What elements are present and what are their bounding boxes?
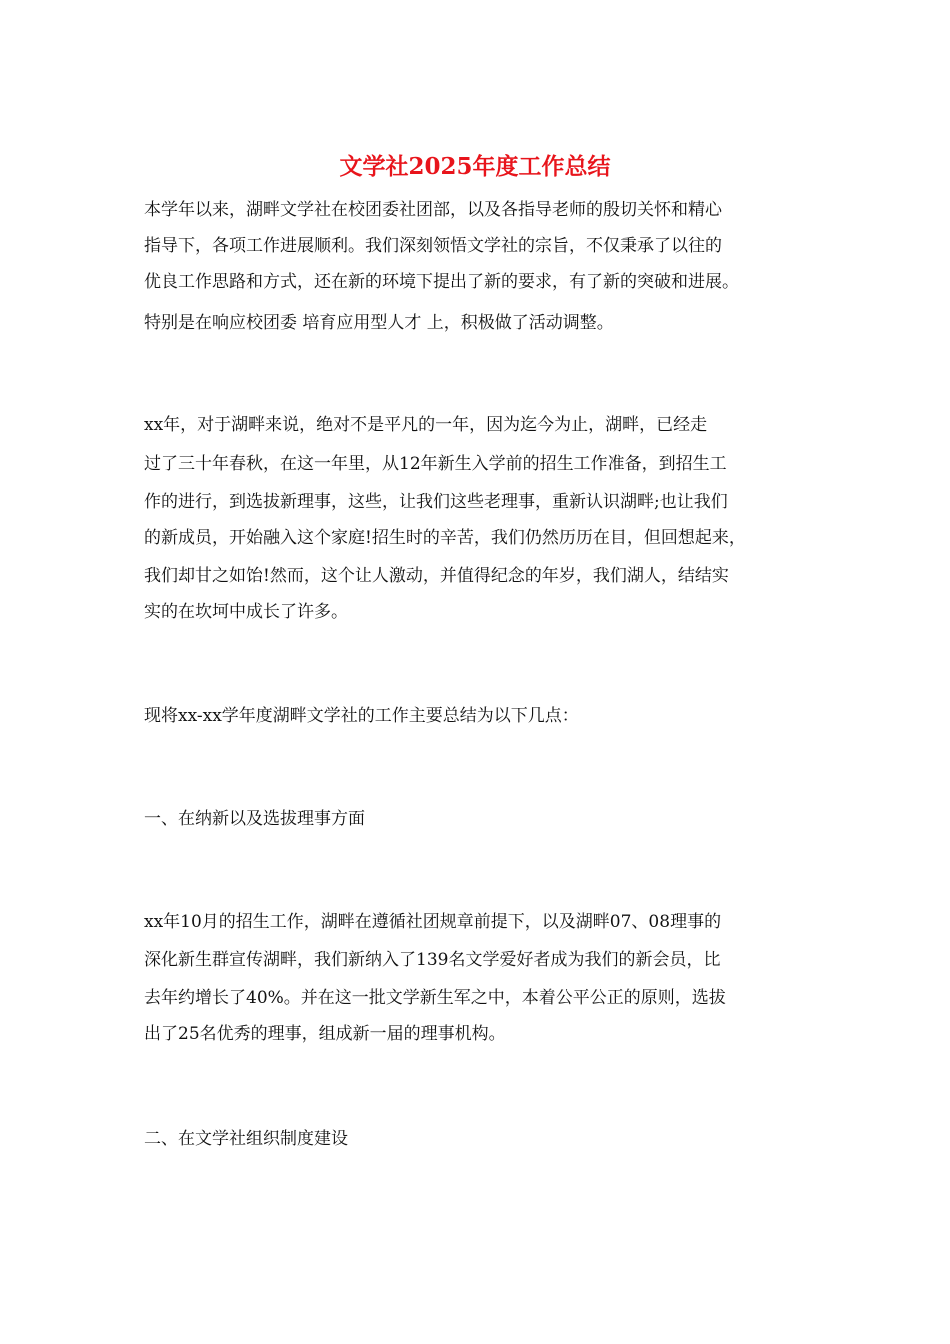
paragraph-2-line-6: 实的在坎坷中成长了许多。	[144, 602, 348, 622]
paragraph-5-line-3: 去年约增长了40%。并在这一批文学新生军之中，本着公平公正的原则，选拔	[144, 988, 726, 1008]
section-heading-1: 一、在纳新以及选拔理事方面	[144, 809, 365, 829]
paragraph-1-line-4: 特别是在响应校团委 培育应用型人才 上，积极做了活动调整。	[144, 313, 614, 333]
paragraph-2-line-3: 作的进行，到选拔新理事，这些，让我们这些老理事，重新认识湖畔;也让我们	[144, 492, 728, 512]
document-title: 文学社2025年度工作总结	[339, 153, 611, 180]
paragraph-3-line-1: 现将xx-xx学年度湖畔文学社的工作主要总结为以下几点：	[144, 706, 579, 726]
paragraph-2-line-4: 的新成员，开始融入这个家庭!招生时的辛苦，我们仍然历历在目，但回想起来，	[144, 528, 746, 548]
paragraph-2-line-1: xx年，对于湖畔来说，绝对不是平凡的一年，因为迄今为止，湖畔，已经走	[144, 415, 708, 435]
paragraph-2-line-5: 我们却甘之如饴!然而，这个让人激动，并值得纪念的年岁，我们湖人，结结实	[144, 566, 729, 586]
paragraph-5-line-1: xx年10月的招生工作，湖畔在遵循社团规章前提下，以及湖畔07、08理事的	[144, 912, 722, 932]
paragraph-1-line-1: 本学年以来，湖畔文学社在校团委社团部，以及各指导老师的殷切关怀和精心	[144, 200, 722, 220]
paragraph-2-line-2: 过了三十年春秋，在这一年里，从12年新生入学前的招生工作准备，到招生工	[144, 454, 727, 474]
section-heading-2: 二、在文学社组织制度建设	[144, 1129, 348, 1149]
paragraph-1-line-2: 指导下，各项工作进展顺利。我们深刻领悟文学社的宗旨，不仅秉承了以往的	[144, 236, 722, 256]
paragraph-5-line-4: 出了25名优秀的理事，组成新一届的理事机构。	[144, 1024, 506, 1044]
paragraph-1-line-3: 优良工作思路和方式，还在新的环境下提出了新的要求，有了新的突破和进展。	[144, 272, 739, 292]
paragraph-5-line-2: 深化新生群宣传湖畔，我们新纳入了139名文学爱好者成为我们的新会员，比	[144, 950, 721, 970]
